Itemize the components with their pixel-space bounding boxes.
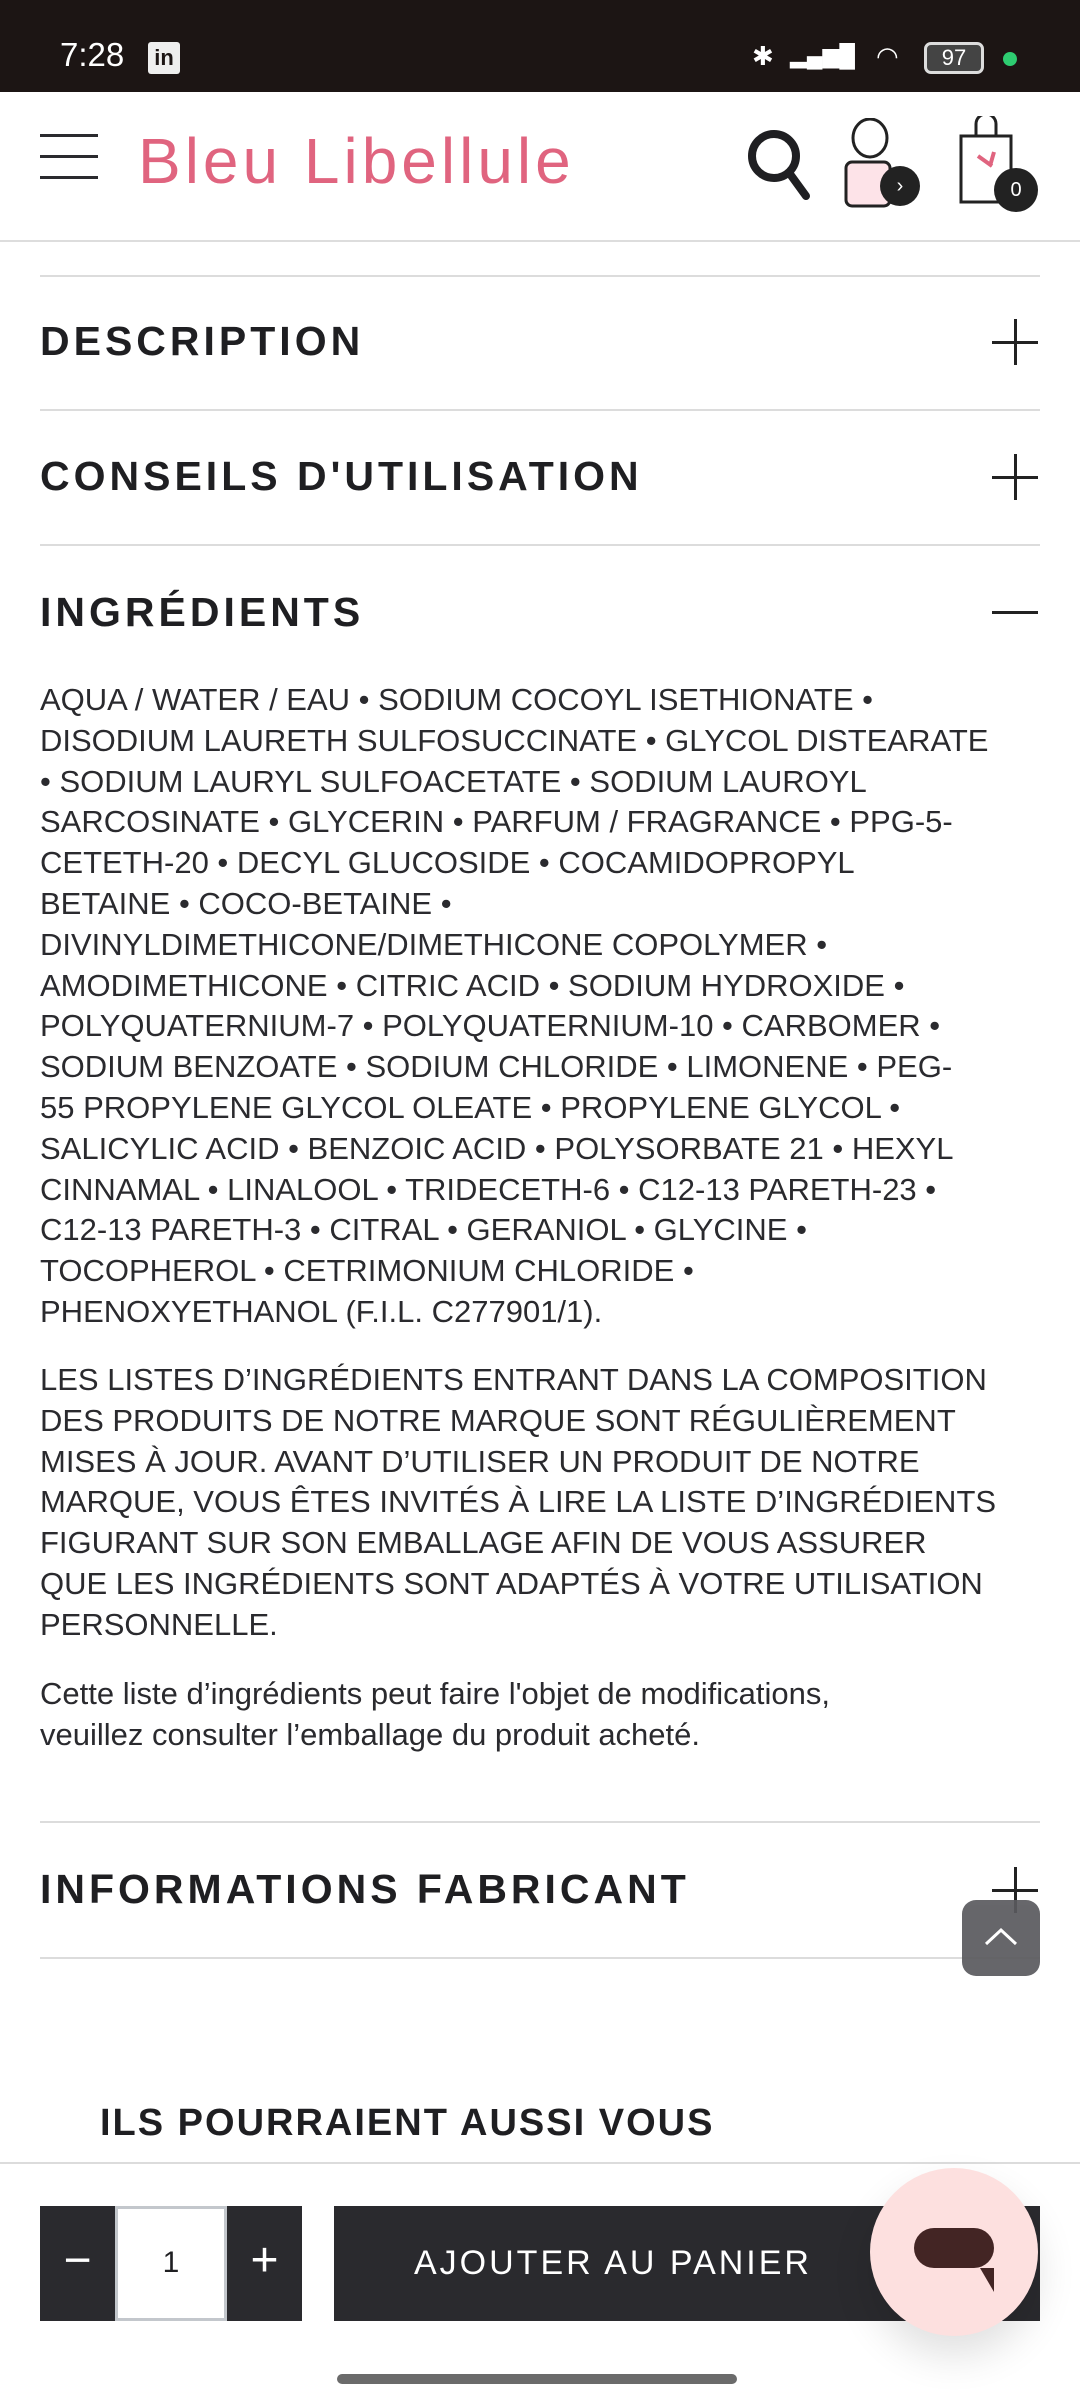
battery-icon: 97 xyxy=(924,42,984,74)
menu-icon[interactable] xyxy=(40,134,98,184)
quantity-decrease-button[interactable]: − xyxy=(40,2206,115,2321)
signal-icon: ▂▄▆█ xyxy=(790,43,856,68)
divider xyxy=(40,275,1040,277)
related-products-heading: ILS POURRAIENT AUSSI VOUS xyxy=(100,2102,715,2144)
chat-bubble-icon xyxy=(870,2168,1038,2336)
cart-count-badge: 0 xyxy=(994,168,1038,212)
chevron-up-icon xyxy=(962,1900,1040,1976)
cart-button[interactable] xyxy=(958,116,1042,216)
home-indicator[interactable] xyxy=(337,2374,737,2384)
minus-icon[interactable] xyxy=(992,589,1038,635)
ingredients-disclaimer: Cette liste d’ingrédients peut faire l'objet de modifications, veuillez consulter l’emballage du produit acheté. xyxy=(40,1676,830,1752)
divider xyxy=(40,544,1040,546)
accordion-conseils[interactable]: CONSEILS D'UTILISATION xyxy=(40,453,643,499)
accordion-ingredients[interactable]: INGRÉDIENTS xyxy=(40,589,365,635)
plus-icon[interactable] xyxy=(992,454,1038,500)
status-time: 7:28 xyxy=(60,36,125,73)
privacy-indicator-dot xyxy=(1003,52,1017,66)
plus-icon[interactable] xyxy=(992,319,1038,365)
wifi-icon: ◠ xyxy=(876,41,899,71)
ingredients-notice: LES LISTES D’INGRÉDIENTS ENTRANT DANS LA COMPOSITION DES PRODUITS DE NOTRE MARQUE SONT RÉGULIÈREMENT MISES À JOUR. AVANT D’UTILISER UN PRODUIT DE NOTRE MARQUE, VOUS ÊTES INVITÉS À LIRE LA LISTE D’INGRÉDIENTS FIGURANT SUR SON EMBALLAGE AFIN DE VOUS ASSURER QUE LES INGRÉDIENTS SONT ADAPTÉS À VOTRE UTILISATION PERSONNELLE. xyxy=(40,1362,997,1642)
scroll-to-top-button[interactable] xyxy=(962,1900,1040,1976)
divider xyxy=(40,409,1040,411)
status-bar xyxy=(0,0,1080,92)
site-header xyxy=(0,92,1080,242)
add-to-cart-button[interactable]: AJOUTER AU PANIER xyxy=(334,2206,1040,2321)
bluetooth-icon: ✱ xyxy=(752,41,774,71)
accordion-informations-fabricant[interactable]: INFORMATIONS FABRICANT xyxy=(40,1866,690,1912)
accordion-description[interactable]: DESCRIPTION xyxy=(40,318,365,364)
divider xyxy=(40,1957,1040,1959)
quantity-increase-button[interactable]: + xyxy=(227,2206,302,2321)
chat-button[interactable] xyxy=(870,2168,1038,2336)
quantity-input[interactable]: 1 xyxy=(115,2206,227,2321)
linkedin-notification-icon: in xyxy=(148,42,180,74)
account-button[interactable] xyxy=(842,118,922,208)
ingredients-list: AQUA / WATER / EAU • SODIUM COCOYL ISETHIONATE • DISODIUM LAURETH SULFOSUCCINATE • GLYCOL DISTEARATE • SODIUM LAURYL SULFOACETATE • SODIUM LAUROYL SARCOSINATE • GLYCERIN • PARFUM / FRAGRANCE • PPG-5- CETETH-20 • DECYL GLUCOSIDE • COCAMIDOPROPYL BETAINE • COCO-BETAINE • DIVINYLDIMETHICONE/DIMETHICONE COPOLYMER • AMODIMETHICONE • CITRIC ACID • SODIUM HYDROXIDE • POLYQUATERNIUM-7 • POLYQUATERNIUM-10 • CARBOMER • SODIUM BENZOATE • SODIUM CHLORIDE • LIMONENE • PEG- 55 PROPYLENE GLYCOL OLEATE • PROPYLENE GLYCOL • SALICYLIC ACID • BENZOIC ACID • POLYSORBATE 21 • HEXYL CINNAMAL • LINALOOL • TRIDECETH-6 • C12-13 PARETH-23 • C12-13 PARETH-3 • CITRAL • GERANIOL • GLYCINE • TOCOPHEROL • CETRIMONIUM CHLORIDE • PHENOXYETHANOL (F.I.L. C277901/1). xyxy=(40,682,989,1329)
search-icon[interactable] xyxy=(744,122,814,202)
divider xyxy=(40,1821,1040,1823)
account-badge-icon: › xyxy=(880,166,920,206)
brand-logo[interactable]: Bleu Libellule xyxy=(138,125,575,197)
